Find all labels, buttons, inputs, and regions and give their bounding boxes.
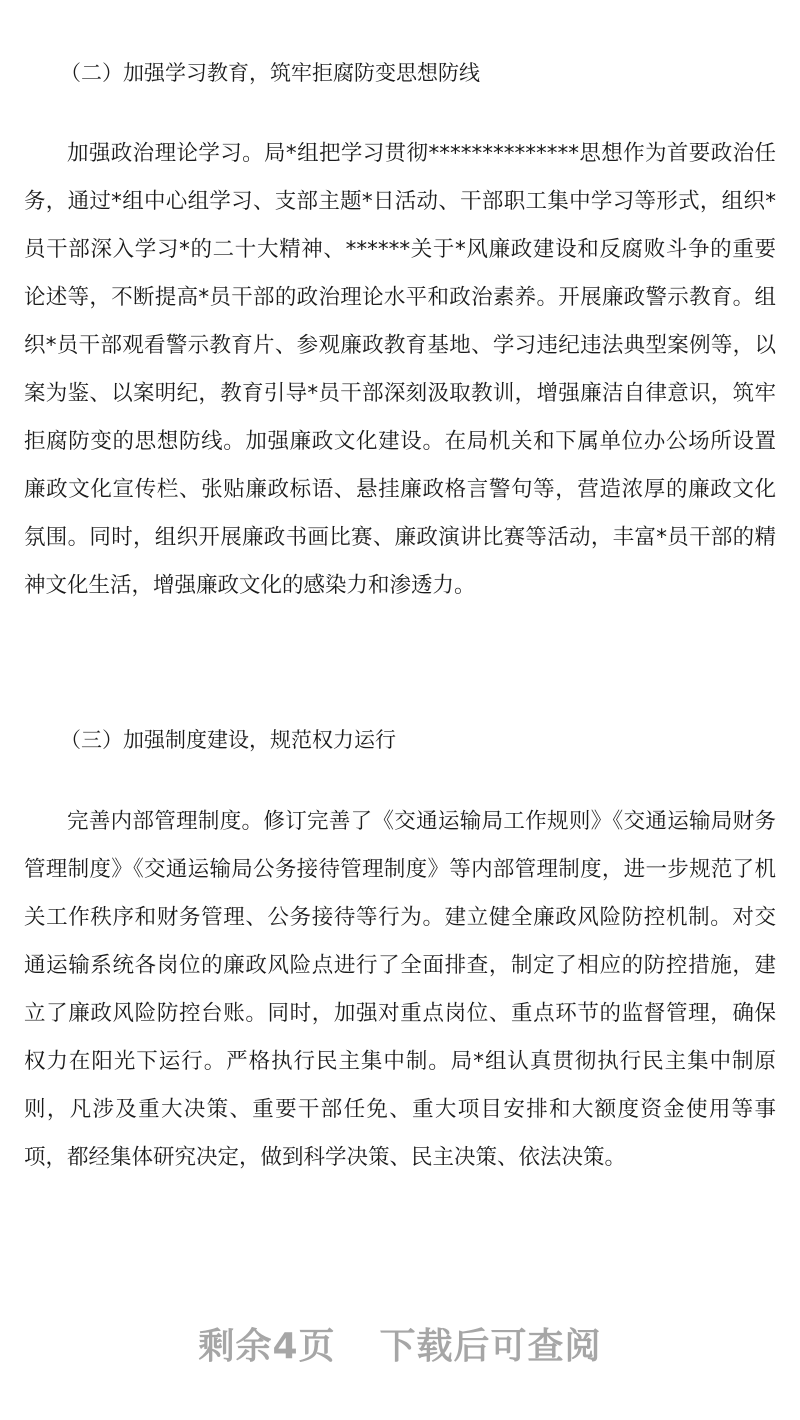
section-heading-2: （二）加强学习教育，筑牢拒腐防变思想防线 — [60, 61, 480, 85]
section-heading-3: （三）加强制度建设，规范权力运行 — [60, 728, 396, 752]
section-paragraph-2: 加强政治理论学习。局*组把学习贯彻**************思想作为首要政治任务，通过*组中心组学习、支部主题*日活动、干部职工集中学习等形式，组织*员干部深入学习*的二十大精神、******关于*风廉政建设和反腐败斗争的重要论述等，不断提高*员干部的政治理论水平和政治素养。开展廉政警示教育。组织*员干部观看警示教育片、参观廉政教育基地、学习违纪违法典型案例等，以案为鉴、以案明纪，教育引导*员干部深刻汲取教训，增强廉洁自律意识，筑牢拒腐防变的思想防线。加强廉政文化建设。在局机关和下属单位办公场所设置廉政文化宣传栏、张贴廉政标语、悬挂廉政格言警句等，营造浓厚的廉政文化氛围。同时，组织开展廉政书画比赛、廉政演讲比赛等活动，丰富*员干部的精神文化生活，增强廉政文化的感染力和渗透力。 — [24, 141, 776, 598]
download-prompt-banner[interactable] — [0, 1318, 800, 1369]
download-to-view-text: 下载后可查阅 — [379, 1326, 602, 1367]
remaining-pages-text: 剩余4页 — [198, 1326, 336, 1367]
section-paragraph-3: 完善内部管理制度。修订完善了《交通运输局工作规则》《交通运输局财务管理制度》《交通运输局公务接待管理制度》等内部管理制度，进一步规范了机关工作秩序和财务管理、公务接待等行为。建立健全廉政风险防控机制。对交通运输系统各岗位的廉政风险点进行了全面排查，制定了相应的防控措施，建立了廉政风险防控台账。同时，加强对重点岗位、重点环节的监督管理，确保权力在阳光下运行。严格执行民主集中制。局*组认真贯彻执行民主集中制原则，凡涉及重大决策、重要干部任免、重大项目安排和大额度资金使用等事项，都经集体研究决定，做到科学决策、民主决策、依法决策。 — [24, 809, 776, 1170]
